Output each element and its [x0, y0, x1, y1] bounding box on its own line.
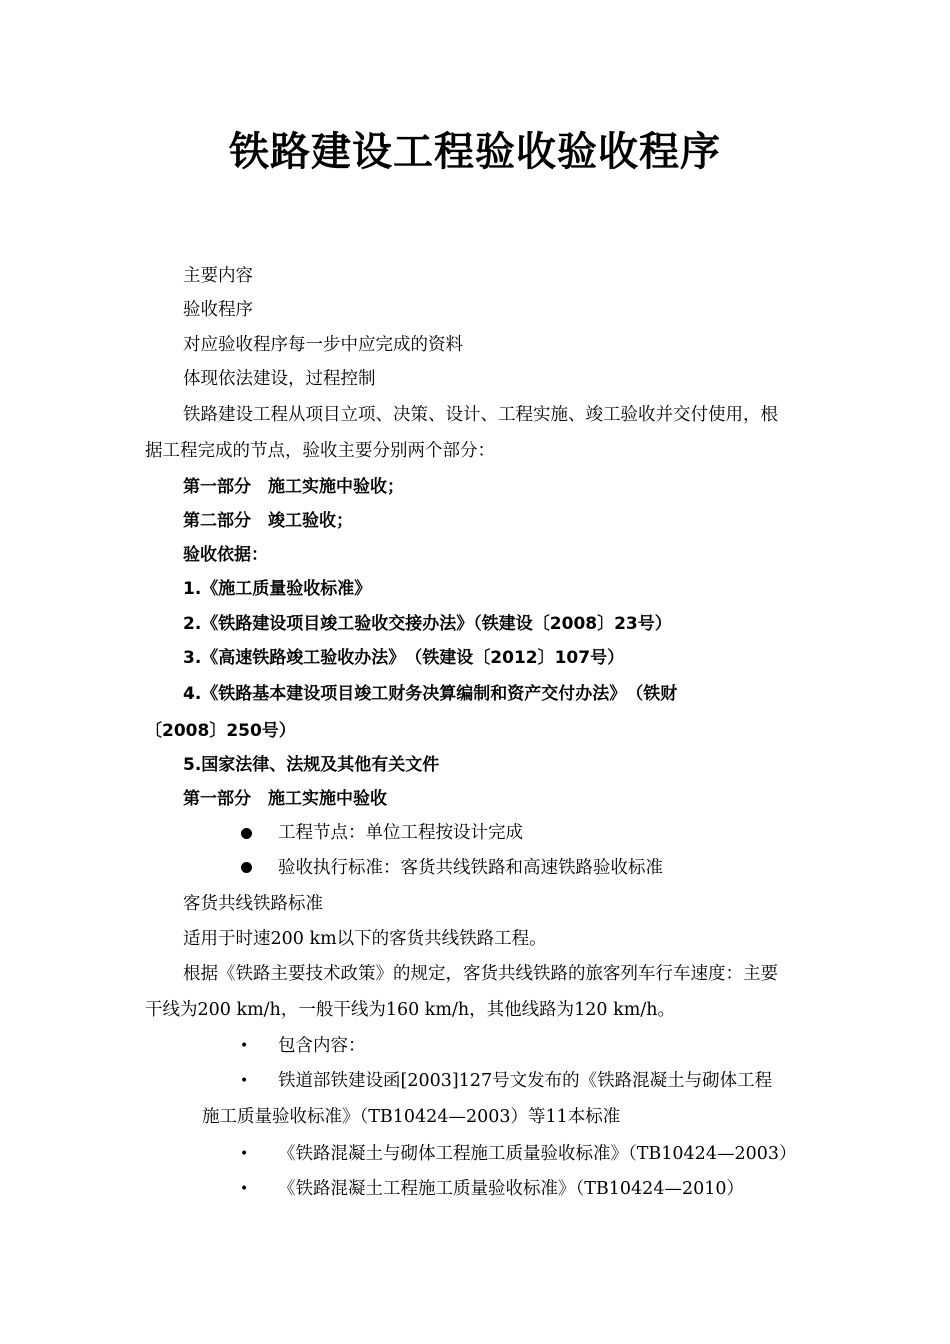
- bullet-item-standard: 验收执行标准：客货共线铁路和高速铁路验收标准: [278, 858, 663, 878]
- reference-item-5: 5.国家法律、法规及其他有关文件: [183, 755, 440, 775]
- page-title: 铁路建设工程验收验收程序: [229, 129, 721, 175]
- reference-item-4-line2: 〔2008〕250号）: [145, 721, 296, 741]
- heading-part-one: 第一部分 施工实施中验收；: [183, 477, 404, 497]
- bullet-dot-icon: [241, 828, 252, 839]
- small-bullet-icon: •: [240, 1146, 249, 1162]
- small-bullet-icon: •: [240, 1181, 249, 1197]
- reference-item-2: 2.《铁路建设项目竣工验收交接办法》（铁建设〔2008〕23号）: [183, 614, 672, 634]
- small-bullet-icon: •: [240, 1073, 249, 1089]
- text-line-std-scope: 适用于时速200 km以下的客货共线铁路工程。: [183, 929, 547, 949]
- bullet-dot-icon: [241, 862, 252, 873]
- text-line-std-desc-1: 根据《铁路主要技术政策》的规定，客货共线铁路的旅客列车行车速度：主要: [183, 964, 778, 984]
- text-line-principle: 体现依法建设，过程控制: [183, 369, 376, 389]
- sub-item-notice-2: 施工质量验收标准》（TB10424—2003）等11本标准: [202, 1107, 621, 1127]
- text-line-std-desc-2: 干线为200 km/h，一般干线为160 km/h，其他线路为120 km/h。: [145, 1000, 675, 1020]
- reference-item-3: 3.《高速铁路竣工验收办法》 （铁建设〔2012〕107号）: [183, 648, 625, 668]
- reference-item-1: 1.《施工质量验收标准》: [183, 579, 372, 599]
- heading-basis: 验收依据：: [183, 545, 268, 565]
- text-line-intro-1: 铁路建设工程从项目立项、决策、设计、工程实施、竣工验收并交付使用，根: [183, 405, 778, 425]
- sub-item-standard-2003: 《铁路混凝土与砌体工程施工质量验收标准》（TB10424—2003）: [278, 1144, 797, 1164]
- text-line-std-title: 客货共线铁路标准: [183, 894, 323, 914]
- sub-item-standard-2010: 《铁路混凝土工程施工质量验收标准》（TB10424—2010）: [278, 1179, 744, 1199]
- bullet-item-node: 工程节点：单位工程按设计完成: [278, 823, 523, 843]
- sub-item-contents: 包含内容：: [278, 1036, 366, 1056]
- reference-item-4-line1: 4.《铁路基本建设项目竣工财务决算编制和资产交付办法》 （铁财: [183, 684, 678, 704]
- small-bullet-icon: •: [240, 1038, 249, 1054]
- text-line-main-content: 主要内容: [183, 266, 253, 286]
- text-line-procedure: 验收程序: [183, 300, 253, 320]
- heading-part-one-repeat: 第一部分 施工实施中验收: [183, 789, 387, 809]
- heading-part-two: 第二部分 竣工验收；: [183, 511, 353, 531]
- text-line-materials: 对应验收程序每一步中应完成的资料: [183, 335, 463, 355]
- sub-item-notice-1: 铁道部铁建设函[2003]127号文发布的《铁路混凝土与砌体工程: [278, 1071, 773, 1091]
- text-line-intro-2: 据工程完成的节点，验收主要分别两个部分：: [145, 441, 495, 461]
